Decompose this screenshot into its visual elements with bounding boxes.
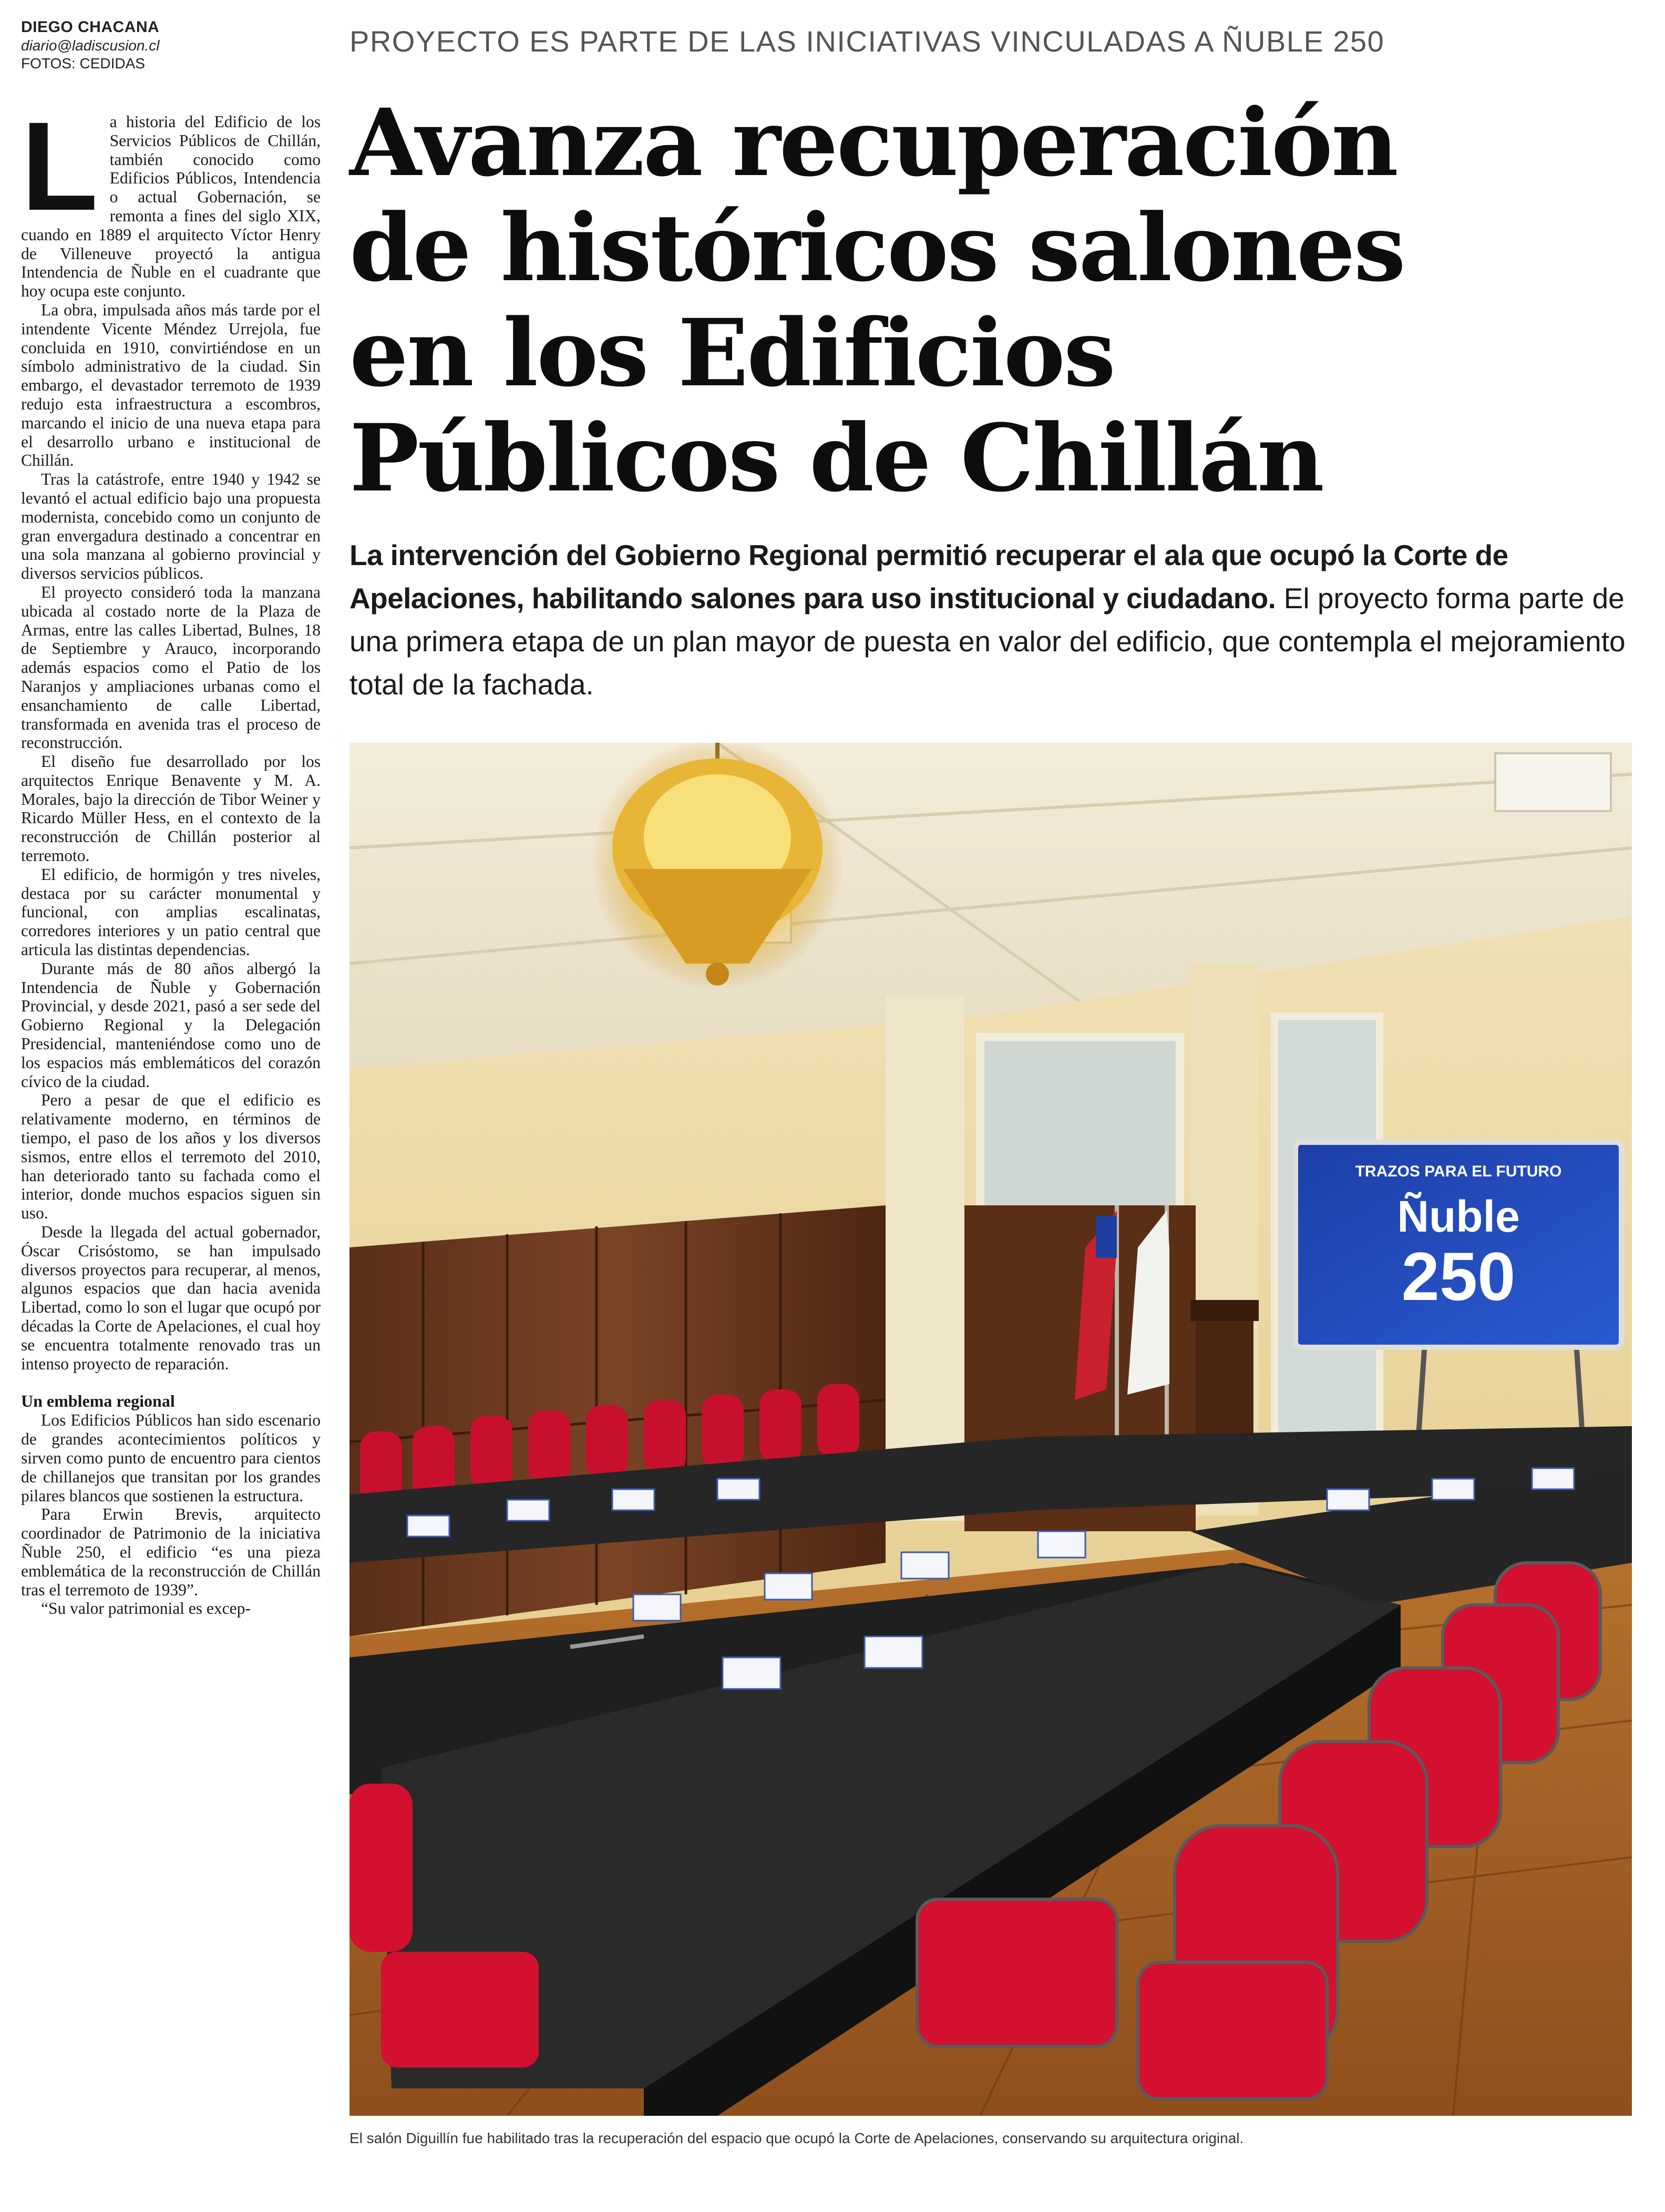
body-paragraph-6: El edificio, de hormigón y tres niveles, destaca por su carácter monumental y funcional, con amplias escalinatas, corredores interiores y un patio central que articula las distintas dependencias. — [21, 865, 321, 959]
headline-line-3: en los Edificios — [350, 299, 1114, 407]
subheading: Un emblema regional — [21, 1391, 175, 1411]
lead-paragraph — [350, 534, 1632, 706]
body-paragraph-12: “Su valor patrimonial es excep- — [41, 1599, 251, 1618]
headline — [350, 90, 1653, 511]
article-body — [21, 112, 321, 2189]
body-paragraph-11: Para Erwin Brevis, arquitecto coordinador de Patrimonio de la iniciativa Ñuble 250, el edificio “es una pieza emblemática de la reconstrucción de Chillán tras el terremoto de 1939”. — [21, 1505, 321, 1599]
screen-number: 250 — [1401, 1238, 1516, 1315]
body-paragraph-7: Durante más de 80 años albergó la Intendencia de Ñuble y Gobernación Provincial, y desde 2021, pasó a ser sede del Gobierno Regional y la Delegación Presidencial, manteniéndose como uno de los espacios más emblemáticos del corazón cívico de la ciudad. — [21, 959, 321, 1091]
body-paragraph-5: El diseño fue desarrollado por los arquitectos Enrique Benavente y M. A. Morales, bajo la dirección de Tibor Weiner y Ricardo Müller Hess, en el contexto de la reconstrucción de Chillán posterior al terremoto. — [21, 752, 321, 865]
photo-caption: El salón Diguillín fue habilitado tras la recuperación del espacio que ocupó la Corte de Apelaciones, conservando su arquitectura original. — [350, 2130, 1244, 2146]
screen-brand: Ñuble — [1397, 1192, 1520, 1241]
headline-line-1: Avanza recuperación — [350, 88, 1397, 197]
byline-email[interactable]: diario@ladiscusion.cl — [21, 37, 160, 54]
meeting-room-illustration — [350, 743, 1632, 2116]
kicker: PROYECTO ES PARTE DE LAS INICIATIVAS VINCULADAS A ÑUBLE 250 — [350, 25, 1385, 58]
byline — [21, 18, 336, 73]
body-paragraph-8: Pero a pesar de que el edificio es relativamente moderno, en términos de tiempo, el paso de los años y los diversos sismos, entre ellos el terremoto del 2010, han deteriorado tanto su fachada como el interior, donde muchos espacios siguen sin uso. — [21, 1091, 321, 1223]
headline-line-4: Públicos de Chillán — [350, 404, 1323, 513]
article-photo — [350, 743, 1632, 2116]
air-conditioner — [1495, 753, 1611, 811]
drop-cap: L — [21, 112, 98, 237]
lead-regular: El proyecto forma parte de una primera etapa de un plan mayor de puesta en valor del edificio, que contempla el mejoramiento total de la fachada. — [350, 582, 1626, 701]
body-paragraph-1 — [21, 112, 321, 301]
body-paragraph-3: Tras la catástrofe, entre 1940 y 1942 se levantó el actual edificio bajo una propuesta modernista, concebido como un conjunto de gran envergadura destinado a concentrar en una sola manzana al gobierno provincial y diversos servicios públicos. — [21, 470, 321, 583]
screen-tagline: TRAZOS PARA EL FUTURO — [1355, 1163, 1562, 1180]
headline-line-2: de históricos salones — [350, 193, 1404, 302]
byline-author: DIEGO CHACANA — [21, 18, 160, 36]
body-paragraph-9: Desde la llegada del actual gobernador, Óscar Crisóstomo, se han impulsado diversos proyectos para recuperar, al menos, algunos espacios que dan hacia avenida Libertad, como lo son el lugar que ocupó por décadas la Corte de Apelaciones, el cual hoy se encuentra totalmente renovado tras un intenso proyecto de reparación. — [21, 1223, 321, 1373]
body-paragraph-10: Los Edificios Públicos han sido escenario de grandes acontecimientos políticos y sirven como punto de encuentro para cientos de chillanejos que transitan por los grandes pilares blancos que sostienen la estructura. — [21, 1411, 321, 1505]
body-paragraph-4: El proyecto consideró toda la manzana ubicada al costado norte de la Plaza de Armas, entre las calles Libertad, Bulnes, 18 de Septiembre y Arauco, incorporando además espacios como el Patio de los Naranjos y ampliaciones urbanas como el ensanchamiento de calle Libertad, transformada en avenida tras el proceso de reconstrucción. — [21, 582, 321, 752]
body-paragraph-2: La obra, impulsada años más tarde por el intendente Vicente Méndez Urrejola, fue concluida en 1910, convirtiéndose en un símbolo administrativo de la ciudad. Sin embargo, el devastador terremoto de 1939 redujo esta infraestructura a escombros, marcando el inicio de una nueva etapa para el desarrollo urbano e institucional de Chillán. — [21, 300, 321, 470]
podium — [1196, 1310, 1253, 1447]
lead-bold: La intervención del Gobierno Regional permitió recuperar el ala que ocupó la Corte de Apelaciones, habilitando salones para uso institucional y ciudadano. — [350, 539, 1508, 615]
body-paragraph-1-text: a historia del Edificio de los Servicios Públicos de Chillán, también conocido como Edificios Públicos, Intendencia o actual Gobernación, se remonta a fines del siglo XIX, cuando en 1889 el arquitecto Víctor Henry de Villeneuve proyectó la antigua Intendencia de Ñuble en el cuadrante que hoy ocupa este conjunto. — [21, 112, 321, 301]
photo-credit: FOTOS: CEDIDAS — [21, 55, 145, 71]
